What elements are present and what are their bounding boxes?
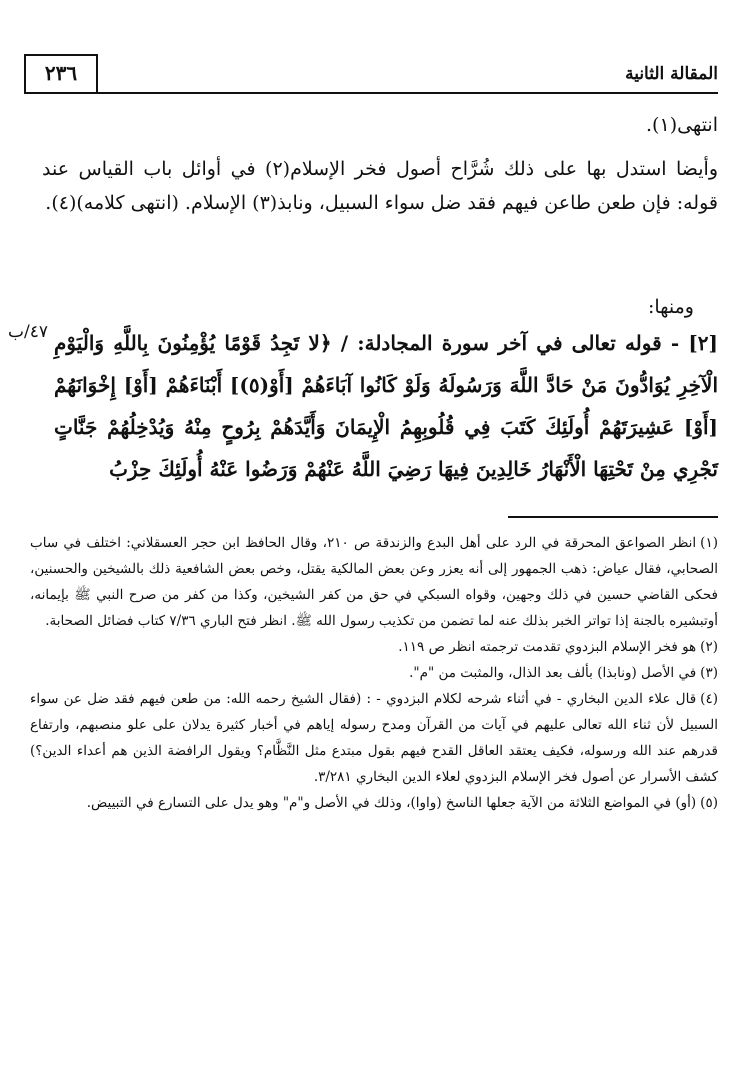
footnote-number: (٥) xyxy=(700,795,718,811)
quran-verse-block: [٢] - قوله تعالى في آخر سورة المجادلة: / ﴿لا تَجِدُ قَوْمًا يُؤْمِنُونَ بِاللَّهِ وَالْيَوْمِ الْآخِرِ يُوَادُّونَ مَنْ حَادَّ اللَّهَ وَرَسُولَهُ وَلَوْ كَانُوا آبَاءَهُمْ [أَوْ(٥)] أَبْنَاءَهُمْ [أَوْ] إِخْوَانَهُمْ [أَوْ] عَشِيرَتَهُمْ أُولَئِكَ كَتَبَ فِي قُلُوبِهِمُ الْإِيمَانَ وَأَيَّدَهُمْ بِرُوحٍ مِنْهُ وَيُدْخِلُهُمْ جَنَّاتٍ تَجْرِي مِنْ تَحْتِهَا الْأَنْهَارُ خَالِدِينَ فِيهَا رَضِيَ اللَّهُ عَنْهُمْ وَرَضُوا عَنْهُ أُولَئِكَ حِزْبُ xyxy=(54,331,719,481)
paragraph-main: وأيضا استدل بها على ذلك شُرَّاح أصول فخر الإسلام(٢) في أوائل باب القياس عند قوله: فإن طعن طاعن فيهم فقد ضل سواء السبيل، ونابذ(٣) الإسلام. (انتهى كلامه)(٤). xyxy=(42,158,718,214)
footnote-text: في الأصل (ونابذا) بألف بعد الذال، والمثبت من "م". xyxy=(409,665,697,681)
footnote-text: هو فخر الإسلام البزدوي تقدمت ترجمته انظر ص ١١٩. xyxy=(398,639,697,655)
footnote-number: (٣) xyxy=(700,665,718,681)
margin-folio-note: ٤٧/ب xyxy=(8,322,48,342)
paragraph-minha: ومنها: xyxy=(647,296,694,318)
footnote-2 xyxy=(30,634,718,660)
footnote-text: (أو) في المواضع الثلاثة من الآية جعلها الناسخ (واوا)، وذلك في الأصل و"م" وهو يدل على التسارع في التبييض. xyxy=(86,795,697,811)
footnote-3 xyxy=(30,660,718,686)
page-header xyxy=(24,54,718,94)
header-rule xyxy=(24,92,718,94)
chapter-title: المقالة الثانية xyxy=(625,64,718,84)
footnote-number: (٤) xyxy=(700,691,718,707)
footnote-5 xyxy=(30,790,718,816)
footnote-separator xyxy=(508,516,718,518)
footnote-number: (١) xyxy=(700,535,718,551)
footnote-text: انظر الصواعق المحرقة في الرد على أهل البدع والزندقة ص ٢١٠، وقال الحافظ ابن حجر العسقلاني: اختلف في ساب الصحابي، فقال عياض: ذهب الجمهور إلى أنه يعزر وعن بعض المالكية يقتل، وخص بعض الشافعية ذلك بالشيخين والحسنين، فحكى القاضي حسين في ذلك وجهين، وقواه السبكي في حق من كفر الشيخين، وكذا من كفر من صرح النبي ﷺ بإيمانه، أوتبشيره بالجنة إذا تواتر الخبر بذلك عنه لما تضمن من تكذيب رسول الله ﷺ. انظر فتح الباري ٧/٣٦ كتاب فضائل الصحابة. xyxy=(30,535,718,629)
paragraph-intihaa: انتهى(١). xyxy=(646,114,718,136)
footnotes xyxy=(30,530,718,816)
footnote-text: قال علاء الدين البخاري - في أثناء شرحه لكلام البزدوي - : (فقال الشيخ رحمه الله: من طعن فيهم فقد ضل عن سواء السبيل لأن ثناء الله تعالى عليهم في آيات من القرآن ومدح رسوله إياهم في أخبار كثيرة يدلان على علو منصبهم، وارتفاع قدرهم عند الله ورسوله، فكيف يعتقد العاقل القدح فيهم بقول مبتدع مثل النَّظَّام؟ ويقول الرافضة الذين هم أعداء الدين؟) كشف الأسرار عن أصول فخر الإسلام البزدوي لعلاء الدين البخاري ٣/٢٨١. xyxy=(30,691,718,785)
footnote-4 xyxy=(30,686,718,790)
footnote-1 xyxy=(30,530,718,634)
page-number: ٢٣٦ xyxy=(24,54,98,92)
footnote-number: (٢) xyxy=(700,639,718,655)
